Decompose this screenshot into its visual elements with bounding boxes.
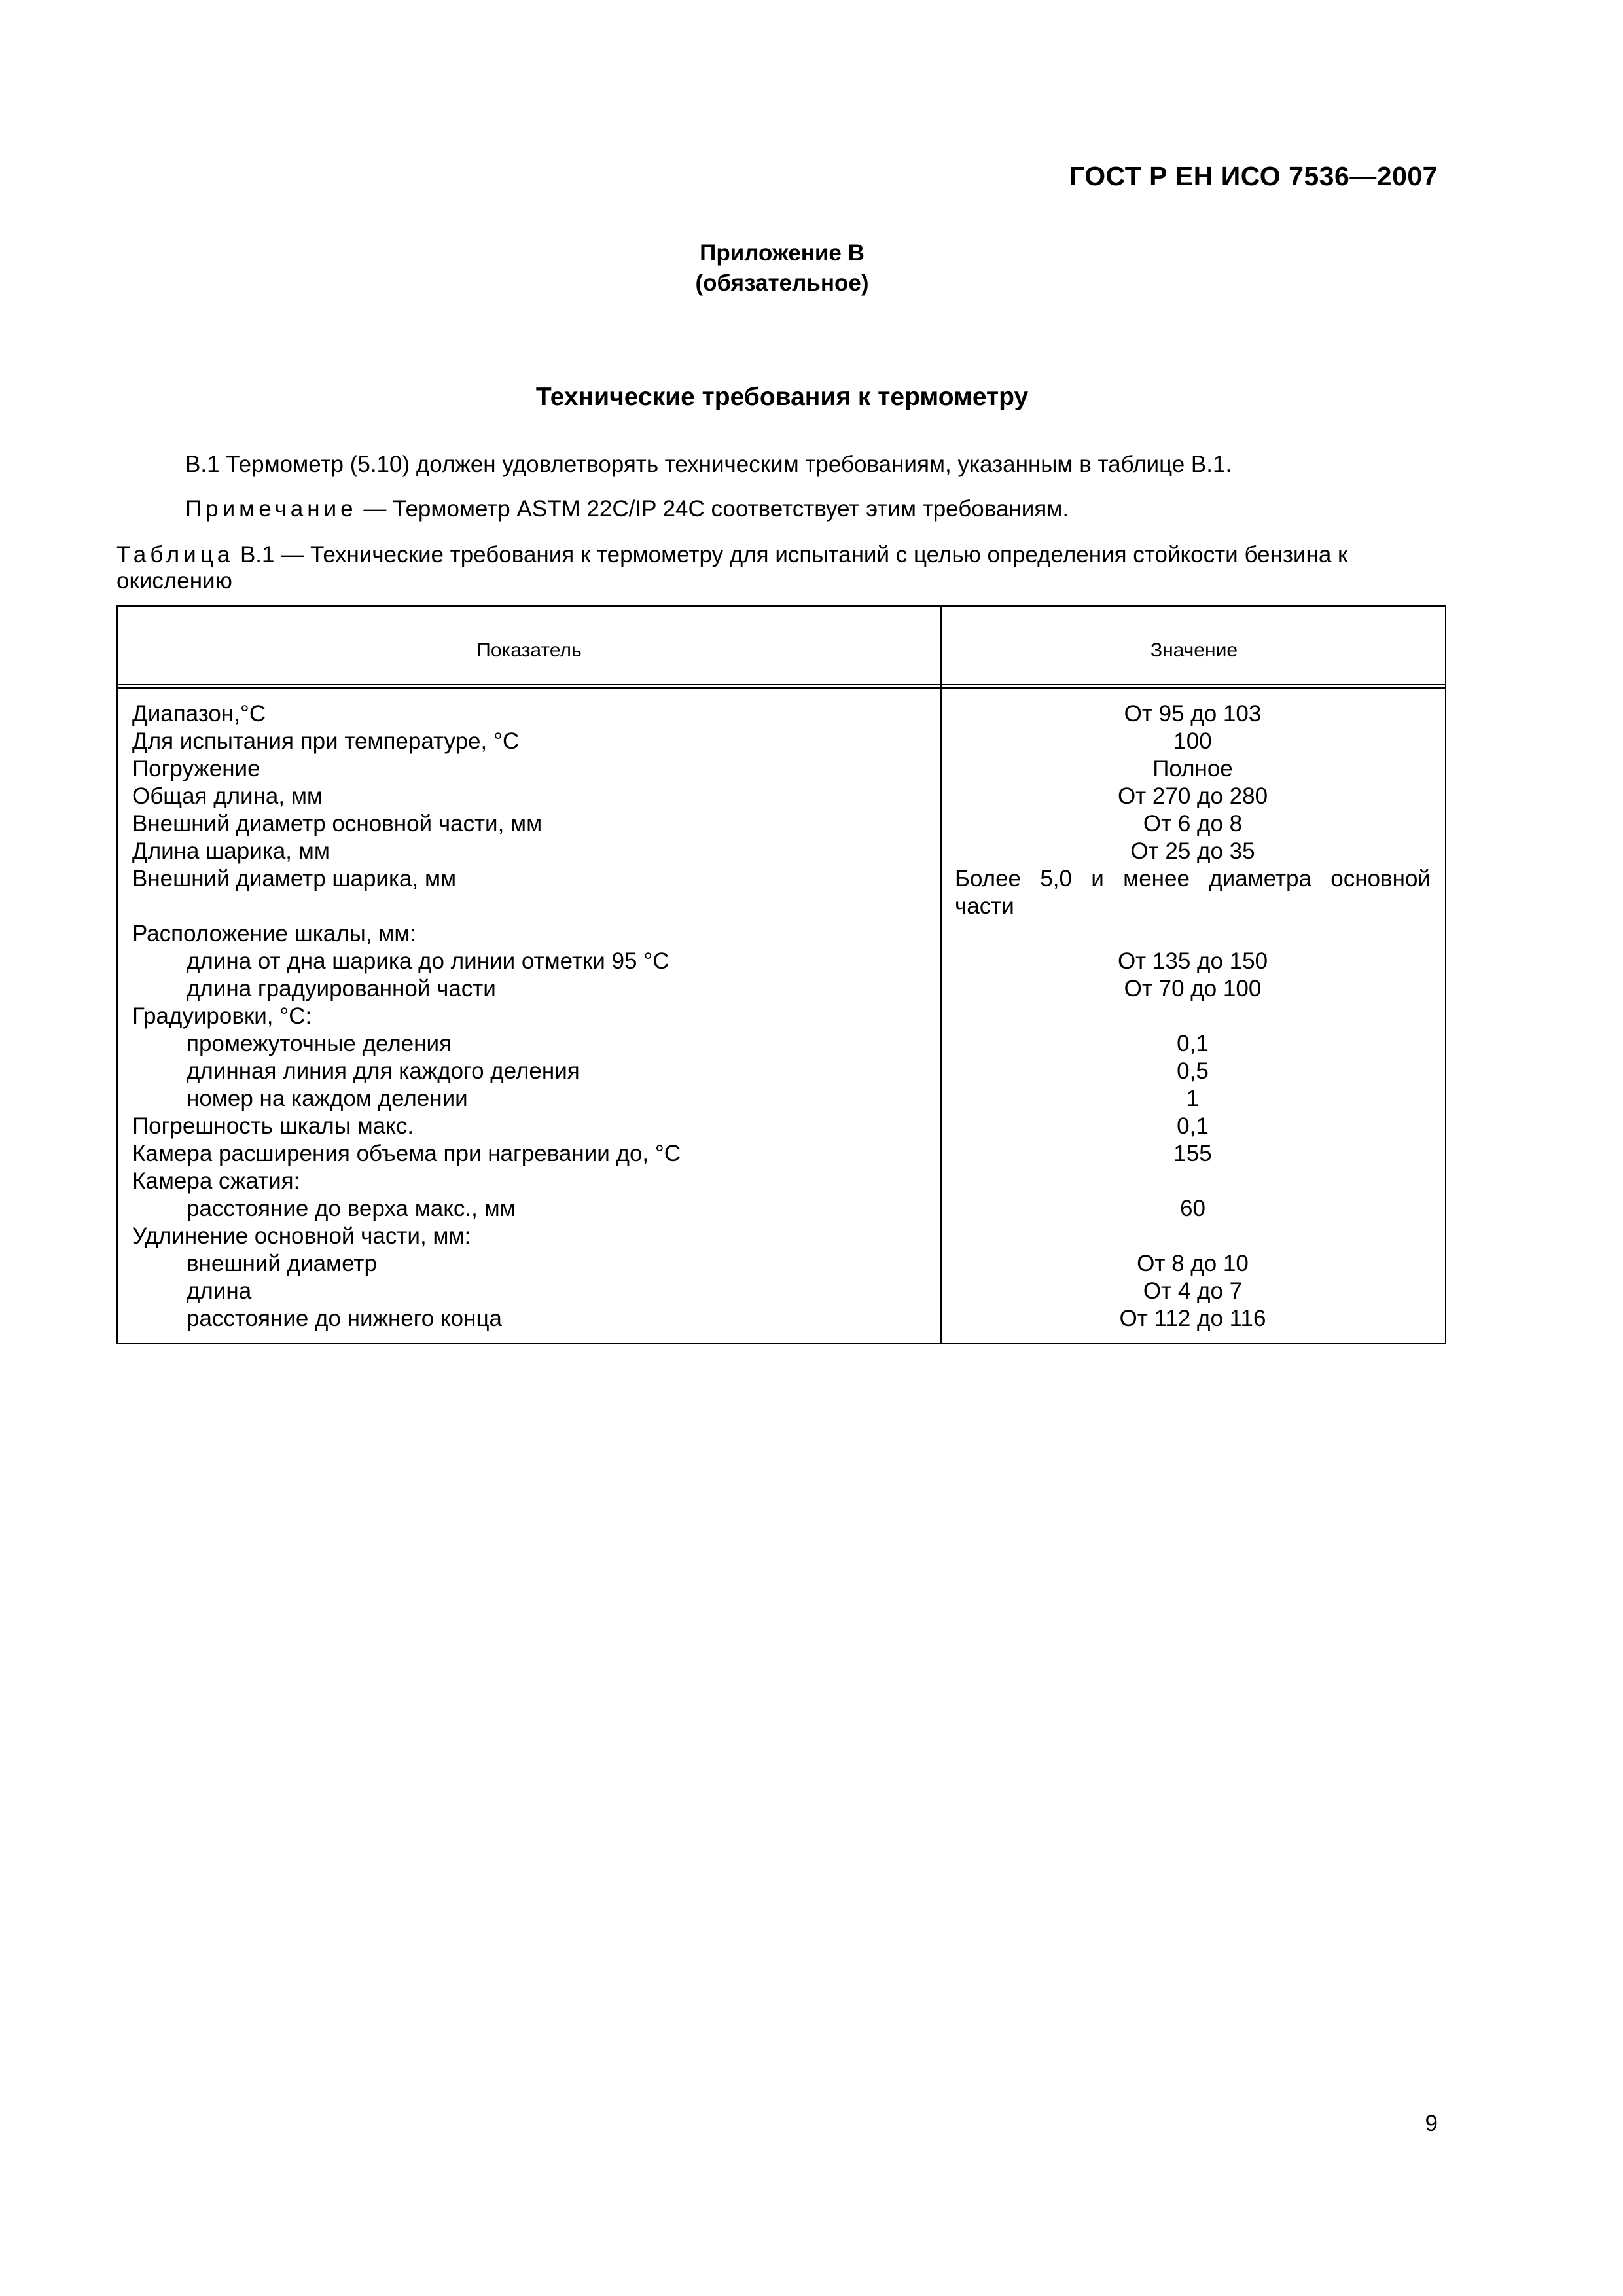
table-row [118, 1305, 1445, 1333]
value-cell: От 6 до 8 [1143, 811, 1243, 836]
value-cell [940, 920, 1445, 948]
param-cell: Погружение [132, 756, 260, 781]
column-header-param: Показатель [476, 639, 582, 661]
param-cell: длина градуированной части [187, 976, 496, 1001]
table-row [118, 1003, 1445, 1030]
appendix-title: Приложение В [700, 240, 865, 266]
param-cell: Диапазон,°С [132, 701, 266, 726]
paragraph-b1: В.1 Термометр (5.10) должен удовлетворять техническим требованиям, указанным в таблице В.1. [185, 452, 1232, 477]
note-text: — Термометр ASTM 22C/IP 24C соответствует этим требованиям. [357, 496, 1069, 522]
value-cell: Более 5,0 и менее диаметра основной части [955, 866, 1431, 919]
table-row [118, 1113, 1445, 1140]
value-cell: 0,1 [1177, 1113, 1209, 1139]
param-cell: промежуточные деления [187, 1031, 452, 1056]
value-cell: 155 [1173, 1141, 1212, 1166]
param-cell: Камера расширения объема при нагревании до, °С [132, 1141, 681, 1166]
value-cell: От 25 до 35 [1130, 838, 1255, 864]
table-row [118, 783, 1445, 810]
value-cell [940, 1003, 1445, 1030]
param-cell: длина [187, 1278, 252, 1304]
table-row [118, 1030, 1445, 1058]
value-cell: 100 [1173, 728, 1212, 754]
param-cell: расстояние до верха макс., мм [187, 1196, 516, 1221]
appendix-heading [0, 238, 1564, 298]
param-cell: внешний диаметр [187, 1251, 377, 1276]
value-cell [940, 1223, 1445, 1250]
value-cell: От 270 до 280 [1117, 783, 1268, 809]
table-row [118, 1195, 1445, 1223]
param-cell: Внешний диаметр основной части, мм [132, 811, 543, 836]
param-cell: Градуировки, °С: [132, 1003, 312, 1029]
param-cell: номер на каждом делении [187, 1086, 468, 1111]
value-cell: От 8 до 10 [1137, 1251, 1249, 1276]
table-caption [116, 542, 1445, 594]
appendix-status: (обязательное) [695, 270, 869, 296]
column-header-value: Значение [1150, 639, 1238, 661]
note-label: Примечание [185, 496, 357, 522]
header-divider [118, 684, 1445, 689]
param-cell: длинная линия для каждого деления [187, 1058, 580, 1084]
page-number: 9 [1425, 2111, 1438, 2136]
value-cell: От 135 до 150 [1117, 948, 1268, 974]
note-paragraph [185, 496, 1069, 522]
value-cell [940, 1168, 1445, 1195]
value-cell: 1 [1186, 1086, 1200, 1111]
table-row [118, 1140, 1445, 1168]
table-row [118, 1085, 1445, 1113]
table-row [118, 1223, 1445, 1250]
value-cell: 0,1 [1177, 1031, 1209, 1056]
value-cell: 60 [1180, 1196, 1205, 1221]
table-row [118, 700, 1445, 728]
table-caption-text: В.1 — Технические требования к термометру для испытаний с целью определения стойкости бензина к окислению [116, 542, 1348, 594]
param-cell: Длина шарика, мм [132, 838, 330, 864]
table-row [118, 975, 1445, 1003]
document-code: ГОСТ Р ЕН ИСО 7536—2007 [1069, 161, 1438, 191]
table-caption-label: Таблица [116, 542, 234, 567]
param-cell: Общая длина, мм [132, 783, 323, 809]
table-row [118, 1168, 1445, 1195]
value-cell: От 112 до 116 [1119, 1306, 1266, 1331]
param-cell: Внешний диаметр шарика, мм [132, 866, 457, 891]
value-cell: От 95 до 103 [1124, 701, 1262, 726]
table-row [118, 920, 1445, 948]
table-row [118, 755, 1445, 783]
table-body [118, 700, 1445, 1333]
requirements-table [116, 605, 1446, 1344]
section-title: Технические требования к термометру [535, 383, 1029, 411]
table-row [118, 810, 1445, 838]
table-row [118, 948, 1445, 975]
param-cell: длина от дна шарика до линии отметки 95 °С [187, 948, 669, 974]
value-cell: От 4 до 7 [1143, 1278, 1243, 1304]
table-row [118, 1278, 1445, 1305]
param-cell: Для испытания при температуре, °С [132, 728, 520, 754]
table-row [118, 838, 1445, 865]
table-row [118, 1250, 1445, 1278]
param-cell: Расположение шкалы, мм: [132, 921, 417, 946]
param-cell: Удлинение основной части, мм: [132, 1223, 471, 1249]
table-row [118, 728, 1445, 755]
value-cell: От 70 до 100 [1124, 976, 1262, 1001]
param-cell: Погрешность шкалы макс. [132, 1113, 414, 1139]
table-row [118, 1058, 1445, 1085]
param-cell: расстояние до нижнего конца [187, 1306, 502, 1331]
value-cell: Полное [1152, 756, 1233, 781]
table-row [118, 865, 1445, 920]
value-cell: 0,5 [1177, 1058, 1209, 1084]
param-cell: Камера сжатия: [132, 1168, 300, 1194]
